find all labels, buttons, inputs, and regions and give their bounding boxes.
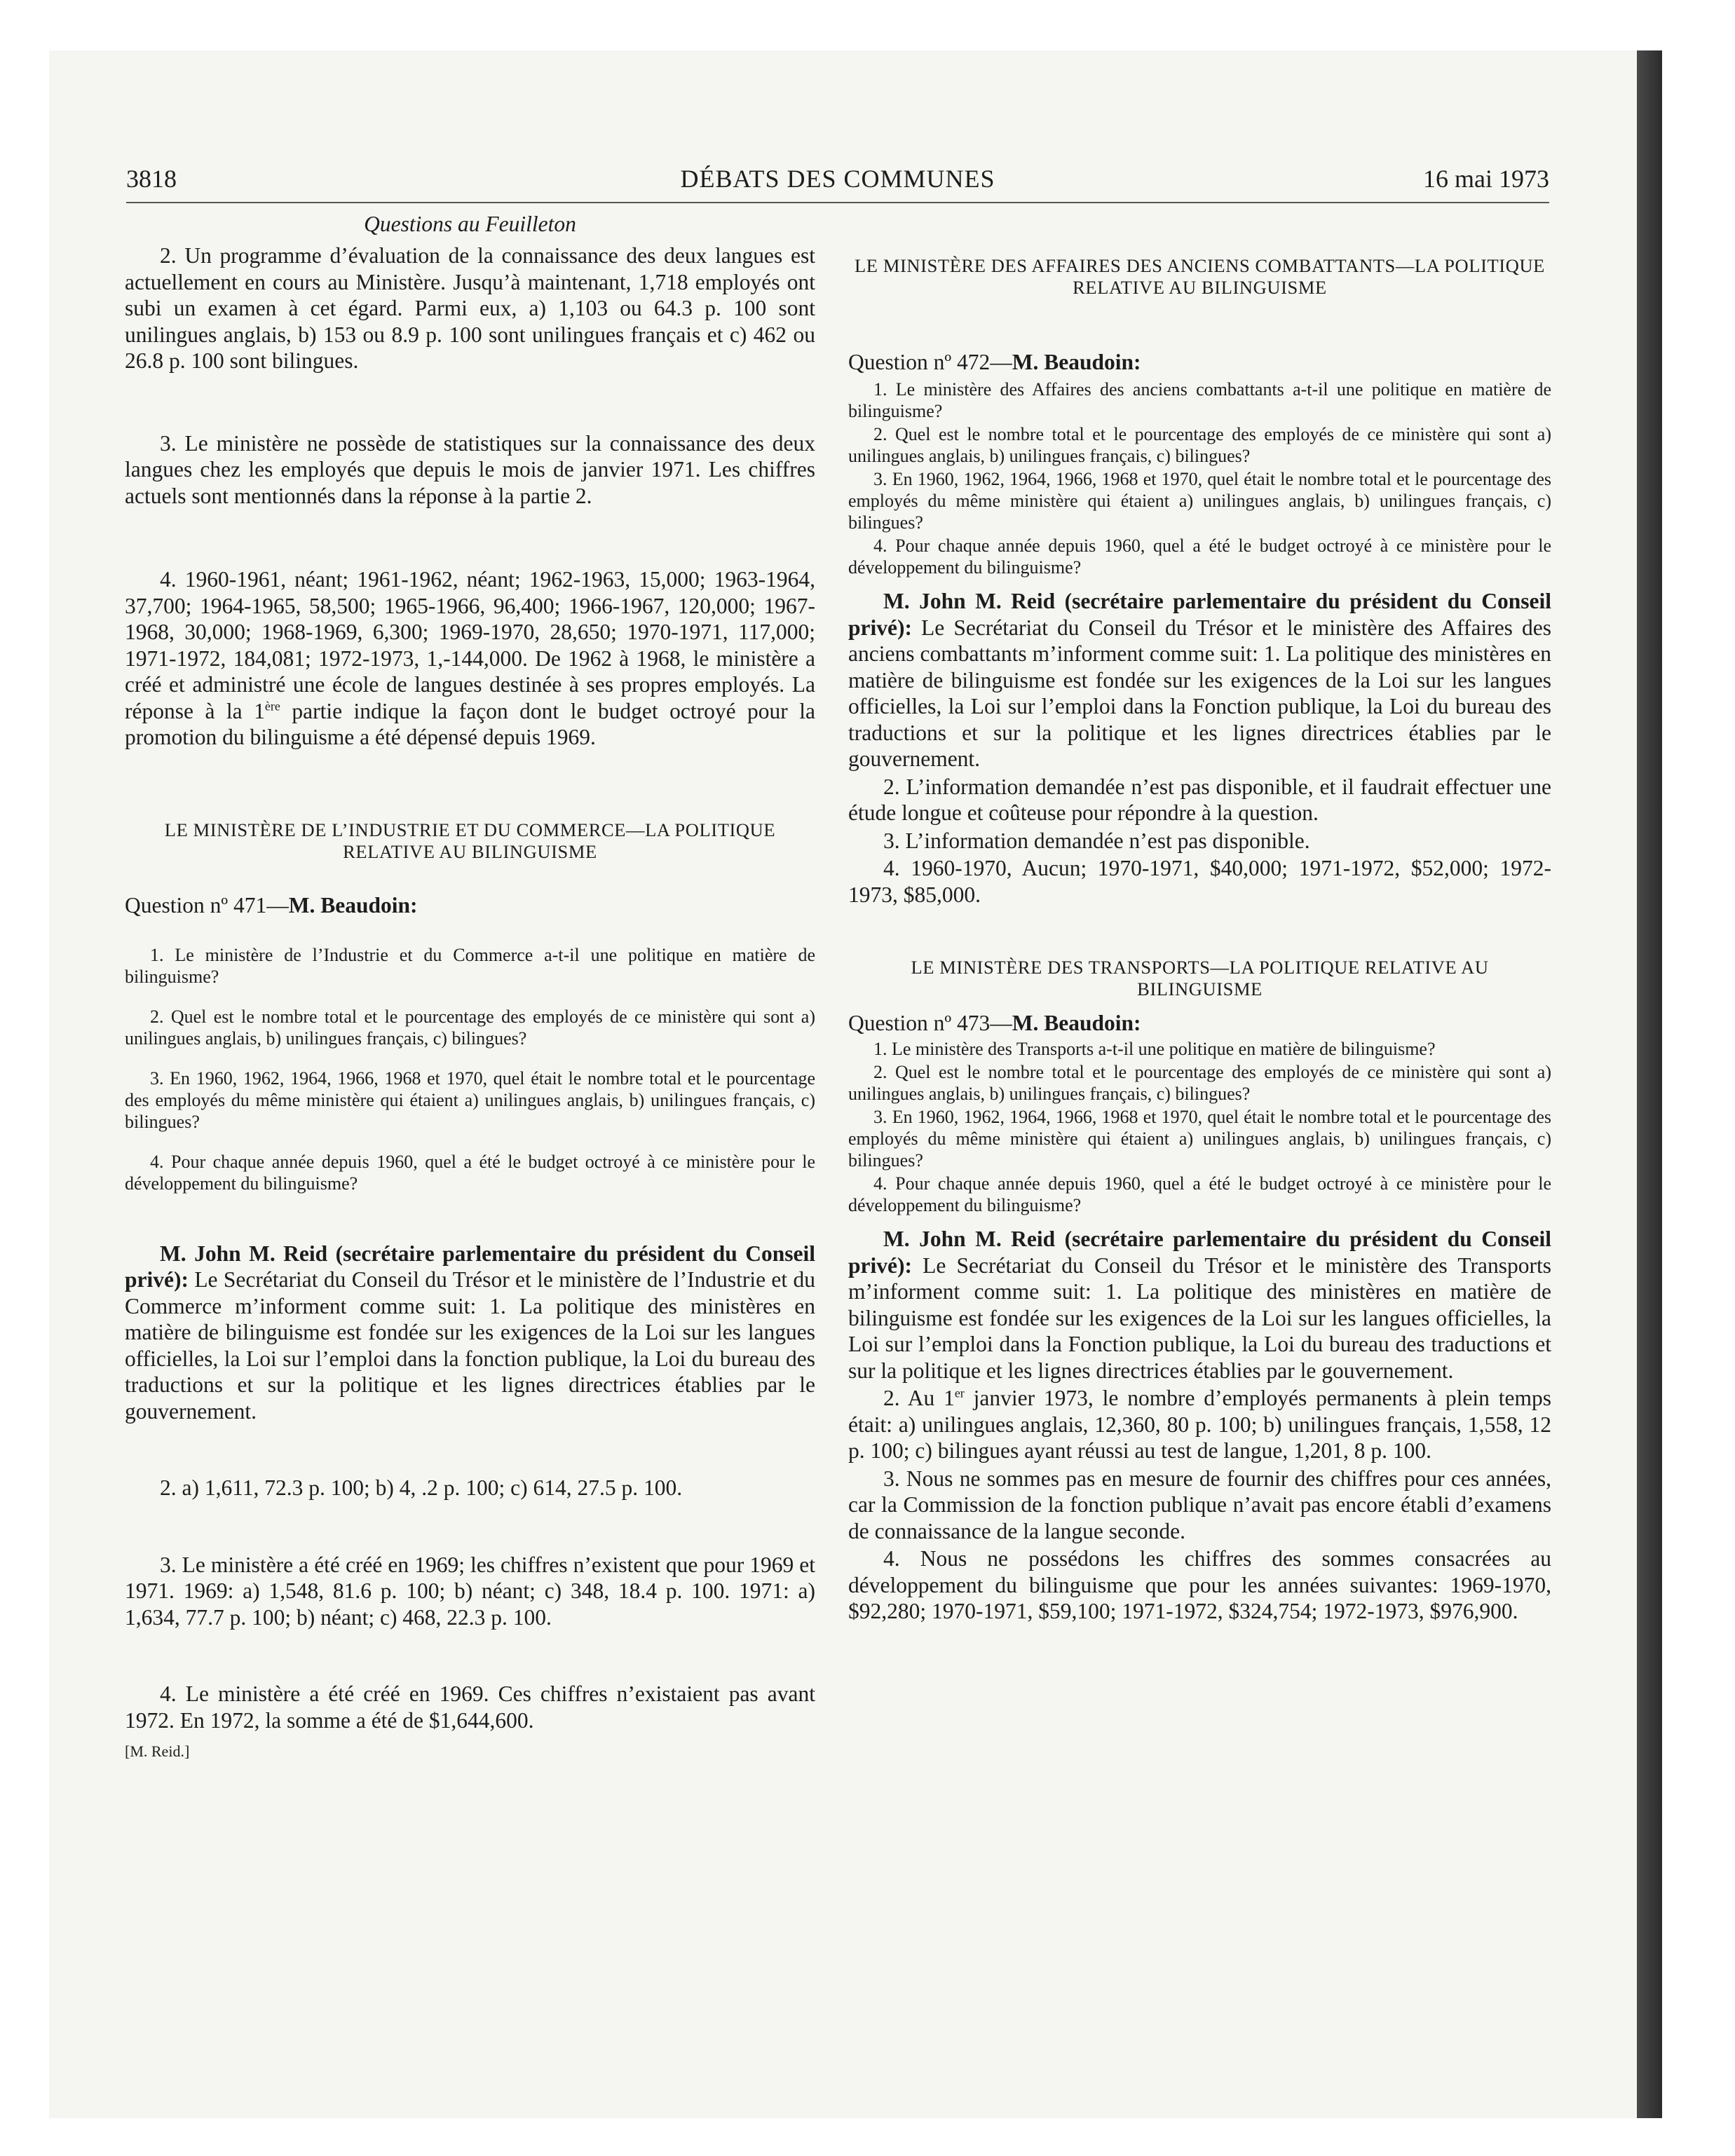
question-line: Question nº 471—M. Beaudoin:	[125, 892, 418, 917]
question-item: 4. Pour chaque année depuis 1960, quel a été le budget octroyé à ce ministère pour le développement du bilinguisme?	[125, 1151, 815, 1194]
response-paragraph: 3. Nous ne sommes pas en mesure de fournir des chiffres pour ces années, car la Commission de la fonction publique n’avait pas encore établi d’examens de connaissance de la langue seconde.	[848, 1466, 1551, 1543]
question-line: Question nº 472—M. Beaudoin:	[848, 350, 1141, 374]
response-paragraph: 4. 1960-1970, Aucun; 1970-1971, $40,000; 1971-1972, $52,000; 1972-1973, $85,000.	[848, 856, 1551, 907]
speaker-name: M. John M. Reid (secrétaire parlementaire du président du Conseil privé):	[848, 1227, 1551, 1278]
question-item: 3. En 1960, 1962, 1964, 1966, 1968 et 1970, quel était le nombre total et le pourcentage des employés du même ministère qui étaient a) unilingues anglais, b) unilingues français, c) bilingues?	[125, 1067, 815, 1132]
question-item: 1. Le ministère des Affaires des anciens combattants a-t-il une politique en matière de bilinguisme?	[848, 379, 1551, 421]
answer-paragraph: 4. 1960-1961, néant; 1961-1962, néant; 1962-1963, 15,000; 1963-1964, 37,700; 1964-1965, 58,500; 1965-1966, 96,400; 1966-1967, 120,000; 1967-1968, 30,000; 1968-1969, 6,300; 1969-1970, 28,650; 1970-1971, 117,000; 1971-1972, 184,081; 1972-1973, 1,-144,000. De 1962 à 1968, le ministère a créé et administré une école de langues destinée à ses propres employés. La réponse à la 1ère partie indique la façon dont le budget octroyé pour la promotion du bilinguisme a été dépensé depuis 1969.	[125, 567, 815, 749]
answer-paragraph: 2. Un programme d’évaluation de la connaissance des deux langues est actuellement en cours au Ministère. Jusqu’à maintenant, 1,718 employés ont subi un examen à cet égard. Parmi eux, a) 1,103 ou 64.3 p. 100 sont unilingues anglais, b) 153 ou 8.9 p. 100 sont unilingues français et c) 462 ou 26.8 p. 100 sont bilingues.	[125, 243, 815, 373]
response-paragraph: 2. a) 1,611, 72.3 p. 100; b) 4, .2 p. 100; c) 614, 27.5 p. 100.	[160, 1475, 683, 1500]
question-item: 1. Le ministère de l’Industrie et du Commerce a-t-il une politique en matière de bilinguisme?	[125, 944, 815, 987]
question-item: 3. En 1960, 1962, 1964, 1966, 1968 et 1970, quel était le nombre total et le pourcentage des employés du même ministère qui étaient a) unilingues anglais, b) unilingues français, c) bilingues?	[848, 469, 1551, 533]
response-paragraph: M. John M. Reid (secrétaire parlementaire du président du Conseil privé): Le Secrétariat du Conseil du Trésor et le ministère de l’Industrie et du Commerce m’informent comme suit: 1. La politique des ministères en matière de bilinguisme est fondée sur les exigences de la Loi sur les langues officielles, la Loi sur l’emploi dans la fonction publique, la Loi du bureau des traductions et sur la politique et les lignes directrices établies par le gouvernement.	[125, 1241, 815, 1424]
question-item: 4. Pour chaque année depuis 1960, quel a été le budget octroyé à ce ministère pour le développement du bilinguisme?	[848, 535, 1551, 578]
response-paragraph: M. John M. Reid (secrétaire parlementaire du président du Conseil privé): Le Secrétariat du Conseil du Trésor et le ministère des Affaires des anciens combattants m’informent comme suit: 1. La politique des ministères en matière de bilinguisme est fondée sur les exigences de la Loi sur les langues officielles, la Loi sur l’emploi dans la Fonction publique, la Loi du bureau des traductions et sur la politique et les lignes directrices établies par le gouvernement.	[848, 589, 1551, 771]
speaker-name: M. John M. Reid (secrétaire parlementaire du président du Conseil privé):	[125, 1241, 815, 1292]
section-heading: LE MINISTÈRE DE L’INDUSTRIE ET DU COMMERCE—LA POLITIQUE RELATIVE AU BILINGUISME	[164, 819, 776, 862]
section-title: Questions au Feuilleton	[364, 212, 576, 236]
response-paragraph: 3. L’information demandée n’est pas disponible.	[883, 828, 1310, 853]
section-heading: LE MINISTÈRE DES AFFAIRES DES ANCIENS COMBATTANTS—LA POLITIQUE RELATIVE AU BILINGUISME	[855, 255, 1545, 298]
question-item: 4. Pour chaque année depuis 1960, quel a été le budget octroyé à ce ministère pour le développement du bilinguisme?	[848, 1173, 1551, 1215]
speaker-reference: [M. Reid.]	[125, 1742, 190, 1760]
speaker-name: M. John M. Reid (secrétaire parlementaire du président du Conseil privé):	[848, 589, 1551, 640]
question-line: Question nº 473—M. Beaudoin:	[848, 1011, 1141, 1035]
response-paragraph: M. John M. Reid (secrétaire parlementaire du président du Conseil privé): Le Secrétariat du Conseil du Trésor et le ministère des Transports m’informent comme suit: 1. La politique des ministères en matière de bilinguisme est fondée sur les exigences de la Loi sur les langues officielles, la Loi sur l’emploi dans la Fonction publique, la Loi du bureau des traductions et sur la politique et les lignes directrices établies par le gouvernement.	[848, 1227, 1551, 1383]
right-column	[848, 255, 1551, 1625]
response-paragraph: 4. Le ministère a été créé en 1969. Ces chiffres n’existaient pas avant 1972. En 1972, la somme a été de $1,644,600.	[125, 1681, 815, 1733]
response-paragraph: 3. Le ministère a été créé en 1969; les chiffres n’existent que pour 1969 et 1971. 1969: a) 1,548, 81.6 p. 100; b) néant; c) 348, 18.4 p. 100. 1971: a) 1,634, 77.7 p. 100; b) néant; c) 468, 22.3 p. 100.	[125, 1552, 815, 1630]
page-date: 16 mai 1973	[1423, 165, 1549, 193]
response-paragraph: 2. L’information demandée n’est pas disponible, et il faudrait effectuer une étude longue et coûteuse pour répondre à la question.	[848, 774, 1551, 825]
question-item: 3. En 1960, 1962, 1964, 1966, 1968 et 1970, quel était le nombre total et le pourcentage des employés du même ministère qui étaient a) unilingues anglais, b) unilingues français, c) bilingues?	[848, 1107, 1551, 1171]
response-paragraph: 2. Au 1er janvier 1973, le nombre d’employés permanents à plein temps était: a) unilingues anglais, 12,360, 80 p. 100; b) unilingues français, 1,558, 12 p. 100; c) bilingues ayant réussi au test de langue, 1,201, 8 p. 100.	[848, 1386, 1551, 1463]
question-item: 2. Quel est le nombre total et le pourcentage des employés de ce ministère qui sont a) unilingues anglais, b) unilingues français, c) bilingues?	[848, 424, 1551, 466]
answer-paragraph: 3. Le ministère ne possède de statistiques sur la connaissance des deux langues chez les employés que depuis le mois de janvier 1971. Les chiffres actuels sont mentionnés dans la réponse à la partie 2.	[125, 430, 815, 508]
response-paragraph: 4. Nous ne possédons les chiffres des sommes consacrées au développement du bilinguisme que pour les années suivantes: 1969-1970, $92,280; 1970-1971, $59,100; 1971-1972, $324,754; 1972-1973, $976,900.	[848, 1546, 1551, 1623]
question-item: 2. Quel est le nombre total et le pourcentage des employés de ce ministère qui sont a) unilingues anglais, b) unilingues français, c) bilingues?	[848, 1062, 1551, 1104]
publication-title: DÉBATS DES COMMUNES	[680, 165, 995, 193]
scan-edge-bar	[1637, 50, 1662, 2118]
left-column	[125, 210, 815, 1761]
question-item: 2. Quel est le nombre total et le pourcentage des employés de ce ministère qui sont a) unilingues anglais, b) unilingues français, c) bilingues?	[125, 1006, 815, 1049]
page-number: 3818	[126, 165, 177, 193]
section-heading: LE MINISTÈRE DES TRANSPORTS—LA POLITIQUE RELATIVE AU BILINGUISME	[911, 957, 1489, 999]
page-header	[126, 160, 1549, 203]
question-item: 1. Le ministère des Transports a-t-il une politique en matière de bilinguisme?	[873, 1039, 1436, 1059]
